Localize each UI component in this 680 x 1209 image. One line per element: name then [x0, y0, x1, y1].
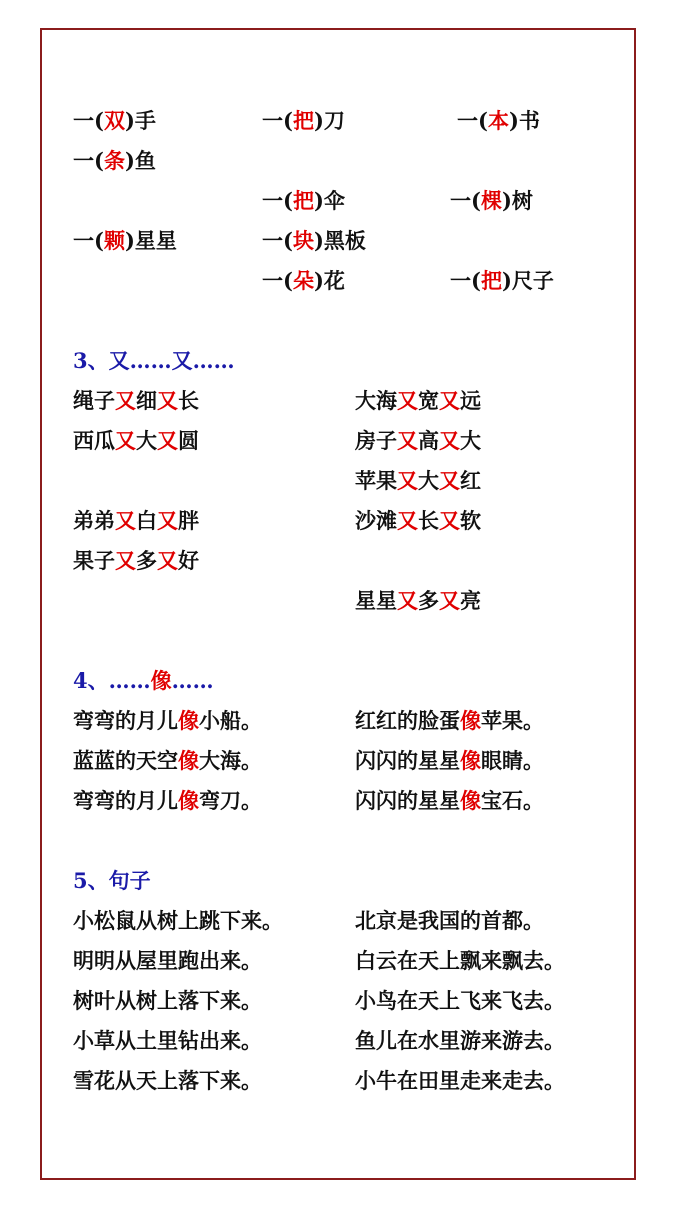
simile-sentence: 闪闪的星星像眼睛。	[355, 748, 544, 773]
section-3-heading: 3、又……又……	[73, 348, 235, 373]
section-5-heading: 5、句子	[73, 868, 151, 893]
measure-word-item: 一(颗)星星	[73, 228, 177, 253]
pattern-sentence: 房子又高又大	[355, 428, 481, 453]
pattern-sentence: 绳子又细又长	[73, 388, 199, 413]
measure-word-item: 一(双)手	[73, 108, 156, 133]
sentence: 北京是我国的首都。	[355, 908, 544, 933]
sentence: 小鸟在天上飞来飞去。	[355, 988, 565, 1013]
measure-word-item: 一(块)黑板	[262, 228, 366, 253]
simile-sentence: 红红的脸蛋像苹果。	[355, 708, 544, 733]
section-4-heading: 4、……像……	[73, 668, 214, 693]
pattern-sentence: 西瓜又大又圆	[73, 428, 199, 453]
measure-word-item: 一(条)鱼	[73, 148, 156, 173]
measure-word-item: 一(把)刀	[262, 108, 345, 133]
simile-sentence: 闪闪的星星像宝石。	[355, 788, 544, 813]
pattern-sentence: 弟弟又白又胖	[73, 508, 199, 533]
simile-sentence: 蓝蓝的天空像大海。	[73, 748, 262, 773]
simile-sentence: 弯弯的月儿像弯刀。	[73, 788, 262, 813]
measure-word-item: 一(朵)花	[262, 268, 345, 293]
sentence: 树叶从树上落下来。	[73, 988, 262, 1013]
pattern-sentence: 苹果又大又红	[355, 468, 481, 493]
simile-sentence: 弯弯的月儿像小船。	[73, 708, 262, 733]
pattern-sentence: 沙滩又长又软	[355, 508, 481, 533]
measure-word-item: 一(棵)树	[450, 188, 533, 213]
measure-word-item: 一(本)书	[457, 108, 540, 133]
measure-word-item: 一(把)尺子	[450, 268, 554, 293]
sentence: 白云在天上飘来飘去。	[355, 948, 565, 973]
sentence: 雪花从天上落下来。	[73, 1068, 262, 1093]
pattern-sentence: 果子又多又好	[73, 548, 199, 573]
pattern-sentence: 大海又宽又远	[355, 388, 481, 413]
sentence: 小草从土里钻出来。	[73, 1028, 262, 1053]
pattern-sentence: 星星又多又亮	[355, 588, 481, 613]
sentence: 明明从屋里跑出来。	[73, 948, 262, 973]
sentence: 小松鼠从树上跳下来。	[73, 908, 283, 933]
sentence: 小牛在田里走来走去。	[355, 1068, 565, 1093]
measure-word-item: 一(把)伞	[262, 188, 345, 213]
sentence: 鱼儿在水里游来游去。	[355, 1028, 565, 1053]
